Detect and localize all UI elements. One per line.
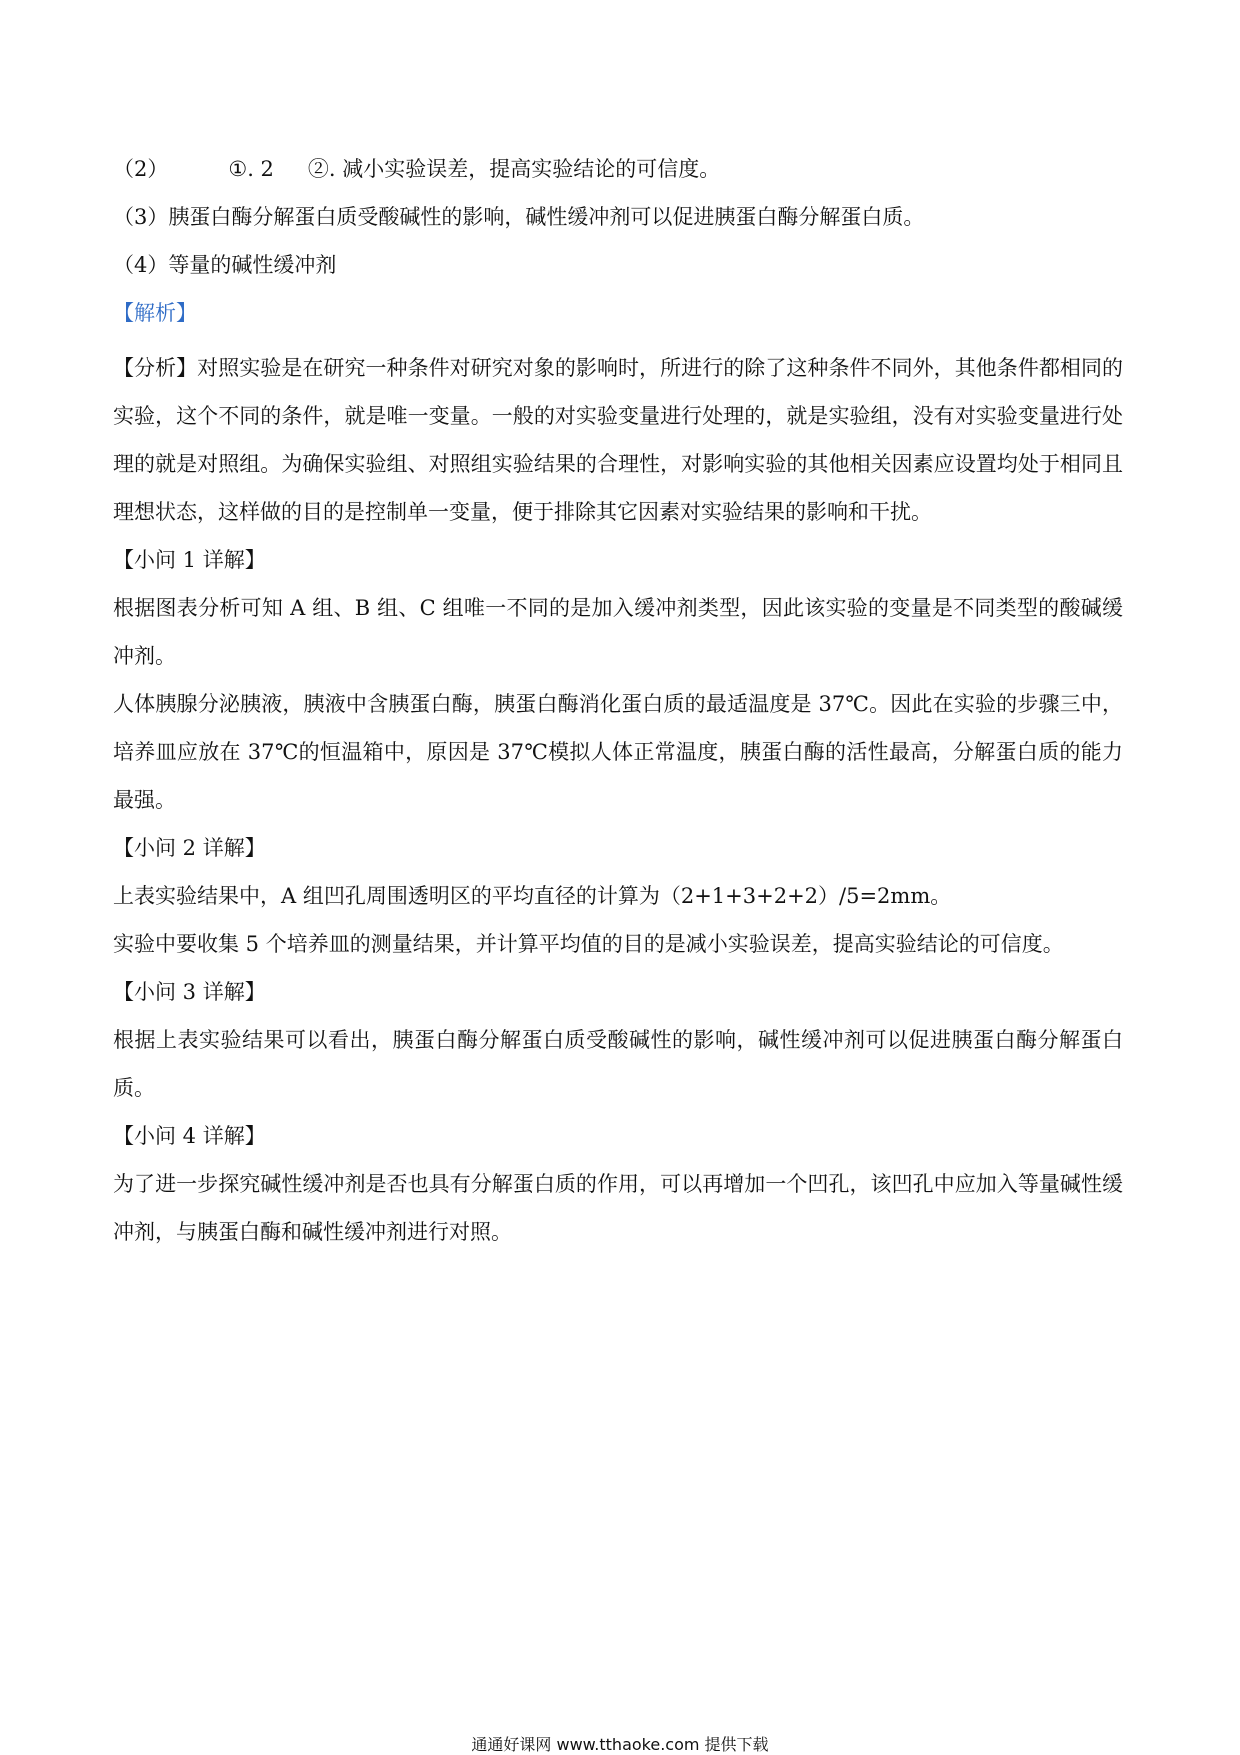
sub-question-1-heading: 【小问 1 详解】 [113, 548, 266, 572]
answer-q2-part1: ①. 2 [228, 157, 274, 181]
answer-q4: （4）等量的碱性缓冲剂 [113, 253, 337, 277]
answer-q2-part2: ②. 减小实验误差，提高实验结论的可信度。 [307, 157, 721, 181]
sub-question-2-paragraph: 实验中要收集 5 个培养皿的测量结果，并计算平均值的目的是减小实验误差，提高实验结论的可信度。 [113, 932, 1064, 956]
sub-question-1-paragraph: 根据图表分析可知 A 组、B 组、C 组唯一不同的是加入缓冲剂类型，因此该实验的变量是不同类型的酸碱缓冲剂。 [113, 596, 1123, 668]
sub-question-1-paragraph: 人体胰腺分泌胰液，胰液中含胰蛋白酶，胰蛋白酶消化蛋白质的最适温度是 37℃。因此在实验的步骤三中，培养皿应放在 37℃的恒温箱中，原因是 37℃模拟人体正常温度，胰蛋白酶的活性最高，分解蛋白质的能力最强。 [113, 692, 1123, 812]
answer-q2-label: （2） [113, 157, 169, 181]
page-footer: 通通好课网 www.tthaoke.com 提供下载 [471, 1735, 769, 1754]
answer-q3: （3）胰蛋白酶分解蛋白质受酸碱性的影响，碱性缓冲剂可以促进胰蛋白酶分解蛋白质。 [113, 205, 925, 229]
document-content [113, 152, 1123, 1256]
sub-question-2-paragraph: 上表实验结果中，A 组凹孔周围透明区的平均直径的计算为（2+1+3+2+2）/5=2mm。 [113, 884, 952, 908]
analysis-paragraph: 【分析】对照实验是在研究一种条件对研究对象的影响时，所进行的除了这种条件不同外，其他条件都相同的实验，这个不同的条件，就是唯一变量。一般的对实验变量进行处理的，就是实验组，没有对实验变量进行处理的就是对照组。为确保实验组、对照组实验结果的合理性，对影响实验的其他相关因素应设置均处于相同且理想状态，这样做的目的是控制单一变量，便于排除其它因素对实验结果的影响和干扰。 [113, 356, 1123, 524]
sub-question-3-paragraph: 根据上表实验结果可以看出，胰蛋白酶分解蛋白质受酸碱性的影响，碱性缓冲剂可以促进胰蛋白酶分解蛋白质。 [113, 1028, 1123, 1100]
analysis-heading: 【解析】 [113, 301, 197, 325]
sub-question-2-heading: 【小问 2 详解】 [113, 836, 266, 860]
sub-question-3-heading: 【小问 3 详解】 [113, 980, 266, 1004]
sub-question-4-heading: 【小问 4 详解】 [113, 1124, 266, 1148]
sub-question-4-paragraph: 为了进一步探究碱性缓冲剂是否也具有分解蛋白质的作用，可以再增加一个凹孔，该凹孔中应加入等量碱性缓冲剂，与胰蛋白酶和碱性缓冲剂进行对照。 [113, 1172, 1123, 1244]
answer-q2 [113, 152, 1123, 200]
